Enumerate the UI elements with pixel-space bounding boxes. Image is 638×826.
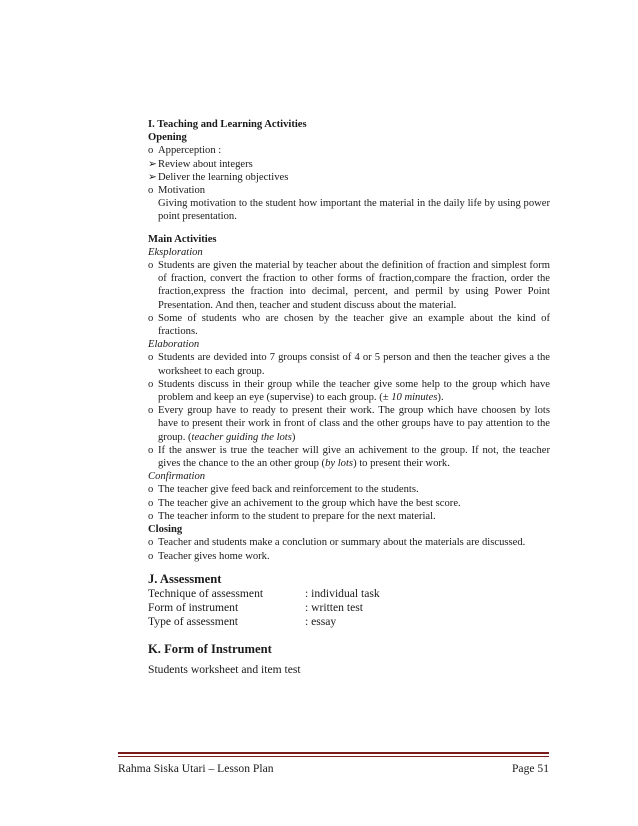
list-item: o The teacher give feed back and reinforcement to the students.: [148, 484, 419, 496]
opening-heading: Opening: [148, 132, 187, 144]
page-content: [148, 118, 550, 677]
assessment-row: Type of assessment : essay: [148, 614, 337, 628]
elaboration-label: Elaboration: [148, 339, 200, 351]
footer-title: Rahma Siska Utari – Lesson Plan: [118, 762, 274, 775]
assessment-row: Form of instrument : written test: [148, 600, 363, 614]
list-item: ➢ Review about integers: [148, 158, 253, 170]
list-item: o Apperception :: [148, 145, 222, 157]
list-item: o Students are given the material by teacher about the definition of fraction and simplest form of fraction, convert the fraction to other forms of fraction,compare the fraction, order the fraction,express the fraction into decimal, percent, and permil by using Power Point Presentation. And then, teacher and student discuss about the material.: [148, 260, 550, 311]
list-item: o Some of students who are chosen by the teacher give an example about the kind of fractions.: [148, 312, 550, 338]
footer-rule-bottom: [118, 756, 549, 757]
list-item: ➢ Deliver the learning objectives: [148, 171, 289, 183]
list-item: o The teacher give an achivement to the group which have the best score.: [148, 497, 461, 509]
motivation-text: Giving motivation to the student how important the material in the daily life by using power point presentation.: [158, 198, 550, 223]
list-item: o The teacher inform to the student to prepare for the next material.: [148, 510, 436, 522]
eksploration-label: Eksploration: [148, 246, 203, 258]
confirmation-label: Confirmation: [148, 471, 206, 483]
time-estimate: ± 10 minutes: [382, 392, 438, 404]
list-item: o Teacher and students make a conclution or summary about the materials are discussed.: [148, 537, 526, 549]
assessment-row: Technique of assessment : individual task: [148, 586, 380, 600]
section-j-title: J. Assessment: [148, 571, 222, 586]
main-activities-heading: Main Activities: [148, 233, 217, 245]
section-i-title: I. Teaching and Learning Activities: [148, 119, 307, 130]
closing-heading: Closing: [148, 524, 183, 536]
section-k-text: Students worksheet and item test: [148, 662, 301, 676]
list-item: o Motivation: [148, 185, 206, 197]
list-item: o Students discuss in their group while the teacher give some help to the group which have problem and keep an eye (supervise) to each group. (± 10 minutes).: [148, 378, 550, 404]
section-k-title: K. Form of Instrument: [148, 641, 272, 656]
list-item: o Every group have to ready to present their work. The group which have choosen by lots have to present their work in front of class and the other groups have to pay attention to the group. (teacher guiding the lots): [148, 405, 550, 443]
list-item: o If the answer is true the teacher will give an achivement to the group. If not, the teacher gives the chance to the an other group (by lots) to present their work.: [148, 444, 550, 470]
page-footer: [118, 762, 549, 775]
list-item: o Students are devided into 7 groups consist of 4 or 5 person and then the teacher gives a the worksheet to each group.: [148, 352, 550, 377]
list-item: o Teacher gives home work.: [148, 550, 270, 562]
footer-rule-top: [118, 752, 549, 754]
page-number: Page 51: [511, 762, 549, 775]
